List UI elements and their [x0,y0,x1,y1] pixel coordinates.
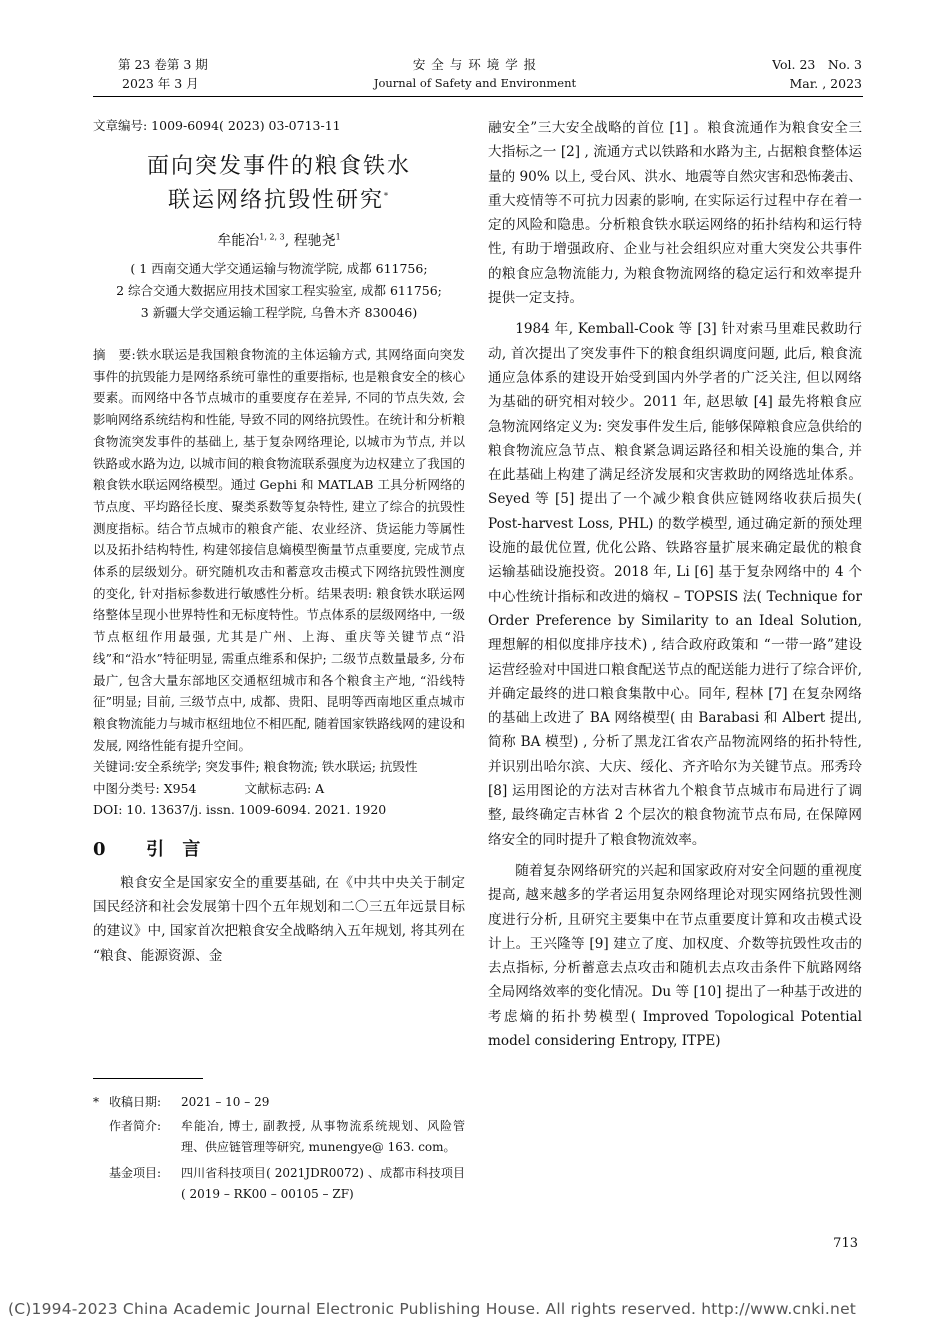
author-line [93,230,465,250]
abstract [93,344,465,756]
title-line-2-text: 联运网络抗毁性研究 [167,188,384,213]
header-journal-cn: 安 全 与 环 境 学 报 [412,57,538,72]
footnote-rule [93,1078,203,1079]
footnote-fund [93,1163,465,1206]
keywords-label: 关键词: [93,759,135,775]
affiliations [93,258,465,324]
copyright-line: (C)1994-2023 China Academic Journal Electronic Publishing House. All rights reserved. http://www.cnki.net [8,1300,857,1318]
keywords [93,756,465,778]
right-column [488,116,862,1053]
abstract-text: 铁水联运是我国粮食物流的主体运输方式, 其网络面向突发事件的抗毁能力是网络系统可靠性的重要指标, 也是粮食安全的核心要素。而网络中各节点城市的重要度存在差异, 不同的节点失效, 会影响网络系统结构和性能, 导致不同的网络抗毁性。在统计和分析粮食物流突发事件的基础上, 基于复杂网络理论, 以城市为节点, 并以铁路或水路为边, 以城市间的粮食物流联系强度为边权建立了我国的粮食铁水联运网络模型。通过 Gephi 和 MATLAB 工具分析网络的节点度、平均路径长度、聚类系数等复杂特性, 建立了综合的抗毁性测度指标。结合节点城市的粮食产能、农业经济、货运能力等属性以及拓扑结构特性, 构建邻接信息熵模型衡量节点重要度, 完成节点体系的层级划分。研究随机攻击和蓄意攻击模式下网络抗毁性测度的变化, 针对指标参数进行敏感性分析。结果表明: 粮食铁水联运网络整体呈现小世界特性和无标度特性。节点体系的层级网络中, 一级节点枢纽作用最强, 尤其是广州、上海、重庆等关键节点“沿线”和“沿水”特征明显, 需重点维系和保护; 二级节点数量最多, 分布最广, 包含大量东部地区交通枢纽城市和各个粮食主产地, “沿线特征”明显; 目前, 三级节点中, 成都、贵阳、昆明等西南地区重点城市粮食物流能力与城市枢纽地位不相匹配, 随着国家铁路线网的建设和发展, 网络性能有提升空间。 [93,347,465,753]
affiliation-1: ( 1 西南交通大学交通运输与物流学院, 成都 611756; [130,261,428,276]
author-2-affiliation: 1 [335,232,341,242]
abstract-label: 摘 要: [93,347,136,362]
article-title [93,150,465,218]
author-bio-value: 牟能冶, 博士, 副教授, 从事物流系统规划、风险管理、供应链管理等研究, munengye@ 163. com。 [181,1118,465,1154]
section-number: 0 [93,838,112,860]
received-label: 收稿日期: [109,1095,162,1109]
keywords-text: 安全系统学; 突发事件; 粮食物流; 铁水联运; 抗毁性 [134,759,418,775]
section-title: 引 言 [146,838,207,860]
clc-value: X954 [163,780,197,796]
right-paragraph-2: 1984 年, Kemball-Cook 等 [3] 针对索马里难民救助行动, 首次提出了突发事件下的粮食组织调度问题, 此后, 粮食流通应急体系的建设开始受到国内外学者的广泛关注, 但以网络为基础的研究相对较少。2011 年, 赵思敏 [4] 最先将粮食应急物流网络定义为: 突发事件发生后, 能够保障粮食应急供给的粮食物流应急节点、粮食紧急调运路径和相关设施的集合, 并在此基础上构建了满足经济发展和灾害救助的网络选址体系。Seyed 等 [5] 提出了一个减少粮食供应链网络收获后损失( Post-harvest Loss, PHL) 的数学模型, 通过确定新的预处理设施的最优位置, 优化公路、铁路容量扩展来确定最优的粮食运输基础设施投资。2018 年, Li [6] 基于复杂网络中的 4 个中心性统计指标和改进的熵权 – TOPSIS 法( Technique for Order Preference by Similarity to an Ideal Solution, 理想解的相似度排序技术) , 结合政府政策和 “一带一路”建设运营经验对中国进口粮食配送节点的配送能力进行了综合评价, 并确定最终的进口粮食集散中心。同年, 程林 [7] 在复杂网络的基础上改进了 BA 网络模型( 由 Barabasi 和 Albert 提出, 简称 BA 模型) , 分析了黑龙江省农产品物流网络的拓扑特性, 并识别出哈尔滨、大庆、绥化、齐齐哈尔为关键节点。邢秀玲 [8] 运用图论的方法对吉林省九个粮食节点城市布局进行了调整, 最终确定吉林省 2 个层次的粮食物流节点布局, 在保障网络安全的同时提升了粮食物流效率。 [488,321,862,848]
affiliation-2: 2 综合交通大数据应用技术国家工程实验室, 成都 611756; [116,283,442,298]
section-heading [93,835,465,861]
header-volume-en: Vol. 23 No. 3 [772,57,862,72]
right-paragraph-1: 融安全”三大安全战略的首位 [1] 。粮食流通作为粮食安全三大指标之一 [2] , 流通方式以铁路和水路为主, 占据粮食整体运量的 90% 以上, 受台风、洪水、地震等自然灾害和恐怖袭击、重大疫情等不可抗力因素的影响, 在实际运行过程中存在着一定的风险和隐患。分析粮食铁水联运网络的拓扑结构和运行特性, 有助于增强政府、企业与社会组织应对重大突发公共事件的粮食应急物流能力, 为粮食物流网络的稳定运行和效率提升提供一定支持。 [488,120,862,307]
footnote-star: * [93,1095,99,1109]
doi-value: 10. 13637/j. issn. 1009-6094. 2021. 1920 [126,802,387,818]
author-separator: , [284,233,294,249]
title-line-2 [93,184,465,218]
affiliation-3: 3 新疆大学交通运输工程学院, 乌鲁木齐 830046) [140,305,418,320]
right-paragraph-3: 随着复杂网络研究的兴起和国家政府对安全问题的重视度提高, 越来越多的学者运用复杂网络理论对现实网络抗毁性测度进行分析, 且研究主要集中在节点重要度计算和攻击模式设计上。王兴隆等 [9] 建立了度、加权度、介数等抗毁性攻击的去点指标, 分析蓄意去点攻击和随机去点攻击条件下航路网络全局网络效率的变化情况。Du 等 [10] 提出了一种基于改进的考虑熵的拓扑势模型( Improved Topological Potential model considering Entropy, ITPE) [488,862,862,1049]
header-volume-cn: 第 23 卷第 3 期 [118,57,208,72]
author-1: 牟能冶 [217,233,260,249]
author-2: 程驰尧 [293,233,336,249]
title-line-1: 面向突发事件的粮食铁水 [146,154,411,179]
author-1-affiliation: 1, 2, 3 [259,232,285,242]
fund-value: 四川省科技项目( 2021JDR0072) 、成都市科技项目( 2019 – RK00 – 00105 – ZF) [181,1165,465,1201]
header-journal-block [300,55,650,93]
header-volume-en-block [772,55,862,93]
footnote-author [93,1116,465,1159]
header-date-cn: 2023 年 3 月 [122,76,199,91]
title-footnote-mark: * [384,191,390,201]
fund-label: 基金项目: [109,1165,162,1180]
page-number: 713 [833,1236,858,1251]
header-date-en: Mar. , 2023 [789,76,862,91]
footnotes [93,1092,465,1206]
clc-label: 中图分类号: [93,780,160,796]
intro-paragraph-left: 粮食安全是国家安全的重要基础, 在《中共中央关于制定国民经济和社会发展第十四个五年规划和二〇三五年远景目标的建议》中, 国家首次把粮食安全战略纳入五年规划, 将其列在 “粮食、能源资源、金 [93,874,465,964]
received-value: 2021 – 10 – 29 [181,1095,270,1109]
classification-line [93,778,465,800]
header-journal-en: Journal of Safety and Environment [373,76,577,90]
header-volume-block [118,55,208,93]
left-column [93,116,465,968]
doc-code-label: 文献标志码: [244,780,312,796]
doc-code-value: A [315,780,325,796]
header-rule [93,96,863,97]
doi-line [93,799,465,821]
doi-label: DOI: [93,802,123,818]
author-bio-label: 作者简介: [109,1118,162,1133]
article-number: 文章编号: 1009-6094( 2023) 03-0713-11 [93,118,341,133]
footnote-received [93,1092,465,1114]
